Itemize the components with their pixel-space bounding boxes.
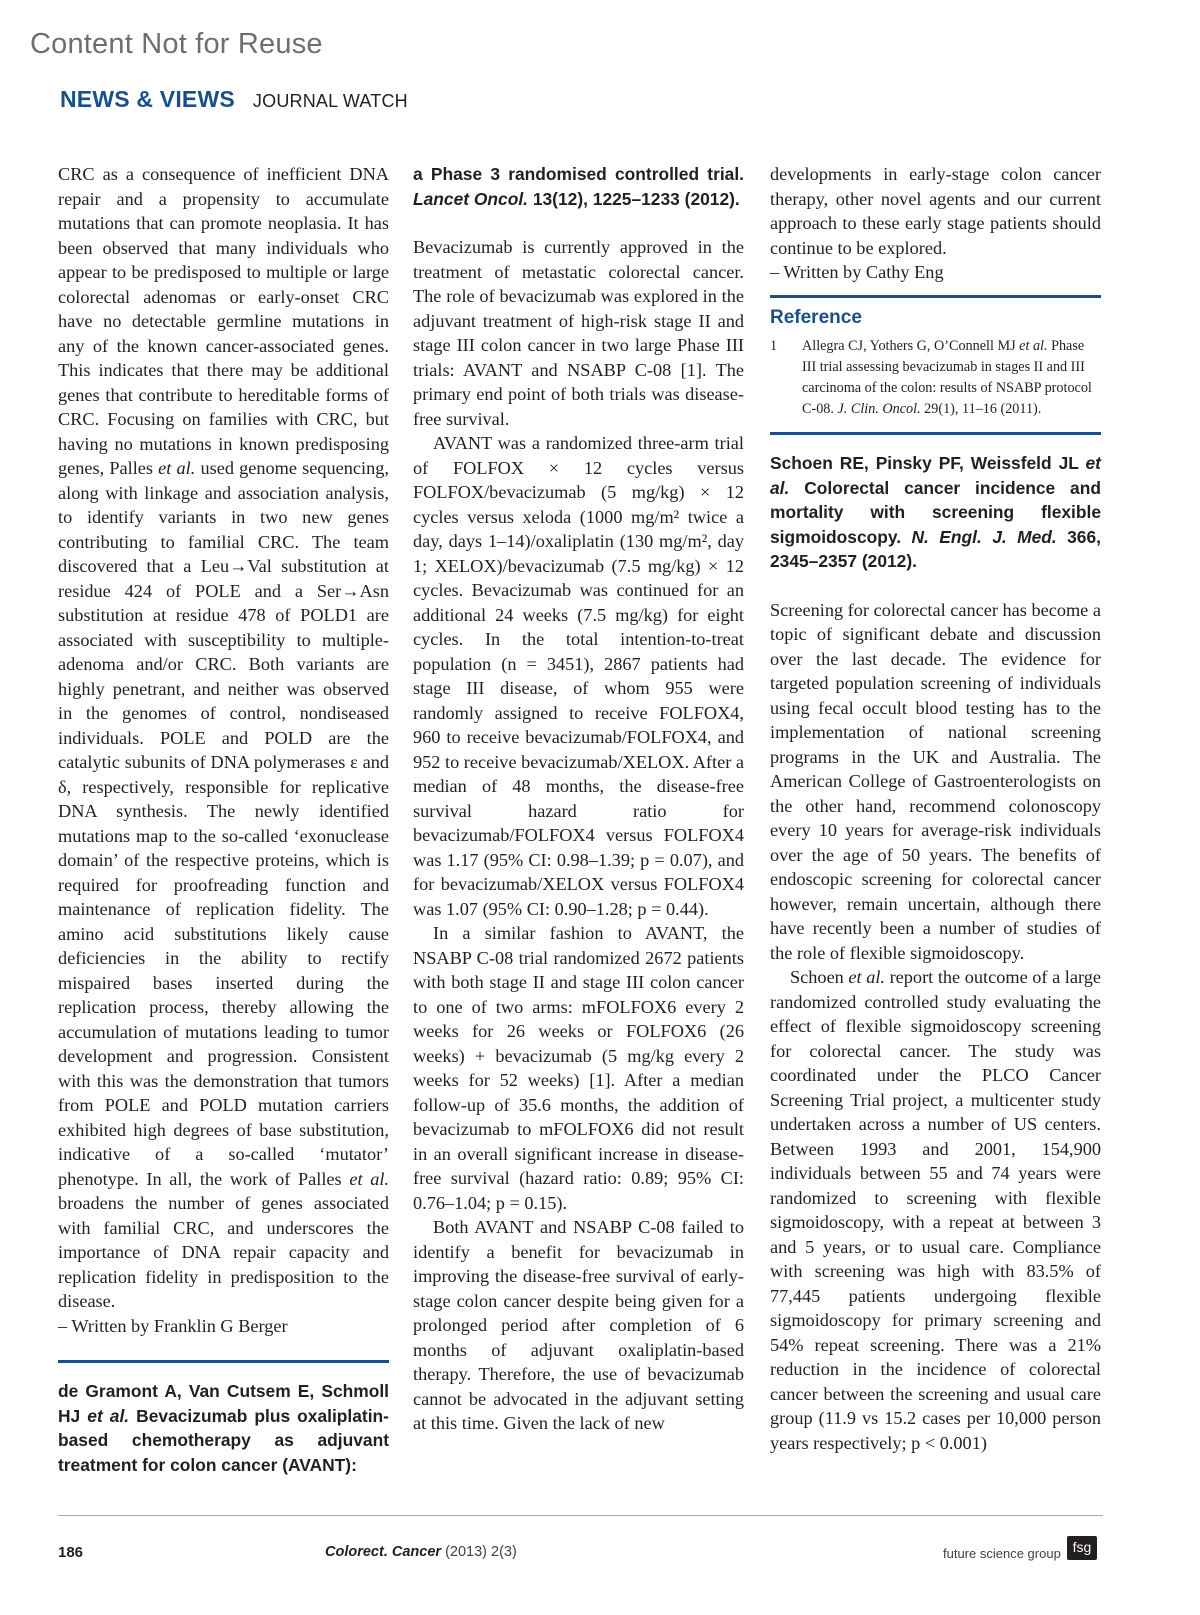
et-al: et al.: [848, 967, 885, 987]
reference-item: [770, 336, 1101, 420]
text-run: used genome sequencing, along with linkage and association analysis, to identify variants in two new genes contributing to familial CRC. The team discovered that a Leu→Val substitution at residue 424 of POLE and a Ser→Asn substitution at residue 478 of POLD1 are associated with susceptibility to multiple-adenoma and/or CRC. Both variants are highly penetrant, and neither was observed in the genomes of control, nondiseased individuals. POLE and POLD are the catalytic subunits of DNA polymerases ε and δ, respectively, responsible for replicative DNA synthesis. The newly identified mutations map to the so-called ‘exonuclease domain’ of the respective proteins, which is required for proofreading function and maintenance of replication fidelity. The amino acid substitutions likely cause deficiencies in the ability to rectify mispaired bases inserted during the replication process, thereby allowing the accumulation of mutations leading to tumor development and progression. Consistent with this was the demonstration that tumors from POLE and POLD mutation carriers exhibited high degrees of base substitution, indicative of a so-called ‘mutator’ phenotype. In all, the work of Palles: [58, 458, 389, 1189]
section-header: [60, 86, 408, 113]
reference-number: 1: [770, 338, 778, 354]
article-paragraph: [770, 965, 1101, 1455]
footer-rule: [58, 1515, 1103, 1516]
watermark: Content Not for Reuse: [30, 28, 323, 60]
text-run: Allegra CJ, Yothers G, O’Connell MJ: [802, 338, 1016, 354]
et-al: et al.: [770, 453, 1101, 498]
section-title: NEWS & VIEWS: [60, 86, 235, 112]
subsection-title: JOURNAL WATCH: [252, 91, 408, 111]
citation-title: Colorectal cancer incidence and mortality with screening flexible sigmoidoscopy.: [770, 477, 1101, 547]
journal-issue: (2013) 2(3): [445, 1544, 517, 1560]
citation-authors: de Gramont A, Van Cutsem E, Schmoll HJ: [58, 1381, 389, 1426]
article-paragraph: AVANT was a randomized three-arm trial of FOLFOX × 12 cycles versus FOLFOX/bevacizumab (5 mg/kg) × 12 cycles versus xeloda (1000 mg/m² twice a day, days 1–14)/oxaliplatin (130 mg/m², day 1; XELOX)/bevacizumab (7.5 mg/kg) × 12 cycles. Bevacizumab was continued for an additional 24 weeks (7.5 mg/kg) for eight cycles. In the total intention-to-treat population (n = 3451), 2867 patients had stage III disease, of whom 955 were randomly assigned to receive FOLFOX4, 960 to receive bevacizumab/FOLFOX4, and 952 to receive bevacizumab/XELOX. After a median of 48 months, the disease-free survival hazard ratio for bevacizumab/FOLFOX4 versus FOLFOX4 was 1.17 (95% CI: 0.98–1.39; p = 0.07), and for bevacizumab/XELOX versus FOLFOX4 was 1.07 (95% CI: 0.90–1.28; p = 0.44).: [413, 433, 744, 919]
text-run: broadens the number of genes associated with familial CRC, and underscores the importance of DNA repair capacity and replication fidelity in predisposition to the disease.: [58, 1193, 389, 1311]
article-paragraph: Screening for colorectal cancer has become a topic of significant debate and discussion over the last decade. The evidence for targeted population screening of individuals using fecal occult blood testing has to the implementation of national screening programs in the UK and Australia. The American College of Gastroenterologists on the other hand, recommend colonoscopy every 10 years for average-risk individuals over the age of 50 years. The benefits of endoscopic screening for colorectal cancer however, remain uncertain, although there have recently been a number of studies of the role of flexible sigmoidoscopy.: [770, 599, 1101, 963]
article-paragraph: In a similar fashion to AVANT, the NSABP C-08 trial randomized 2672 patients with both stage II and stage III colon cancer to one of two arms: mFOLFOX6 every 2 weeks for 26 weeks or FOLFOX6 (26 weeks) + bevacizumab (5 mg/kg every 2 weeks for 52 weeks) [1]. After a median follow-up of 35.6 months, the addition of bevacizumab to mFOLFOX6 did not result in an overall significant increase in disease-free survival (hazard ratio: 0.89; 95% CI: 0.76–1.04; p = 0.15).: [413, 923, 744, 1213]
column-1: [58, 162, 389, 1477]
journal-footer: [325, 1544, 517, 1560]
et-al: et al.: [349, 1168, 390, 1189]
article-citation: [58, 1379, 389, 1477]
et-al: et al.: [158, 458, 196, 478]
citation-title: Bevacizumab plus oxaliplatin-based chemotherapy as adjuvant treatment for colon cancer (AVANT):: [58, 1405, 389, 1475]
article-paragraph: Both AVANT and NSABP C-08 failed to identify a benefit for bevacizumab in improving the disease-free survival of early-stage colon cancer despite being given for a prolonged period after completion of 6 months of adjuvant oxaliplatin-based therapy. Therefore, the use of bevacizumab cannot be advocated in the adjuvant setting at this time. Given the lack of new: [413, 1217, 744, 1433]
page-number: 186: [58, 1544, 84, 1561]
journal-name: Colorect. Cancer: [325, 1544, 442, 1560]
text-run: CRC as a consequence of inefficient DNA repair and a propensity to accumulate mutations that can promote neoplasia. It has been observed that many individuals who appear to be predisposed to multiple or large colorectal adenomas or early-onset CRC have no detectable germline mutations in any of the known cancer-associated genes. This indicates that there may be additional genes that contribute to hereditable forms of CRC. Focusing on families with CRC, but having no mutations in known predisposing genes, Palles: [58, 164, 389, 478]
text-run: report the outcome of a large randomized controlled study evaluating the effect of flexible sigmoidoscopy screening for colorectal cancer. The study was coordinated under the PLCO Cancer Screening Trial project, a multicenter study undertaken across a number of US centers. Between 1993 and 2001, 154,900 individuals between 55 and 74 years were randomized to screening with flexible sigmoidoscopy, with a repeat at between 3 and 5 years, or to usual care. Compliance with screening was high with 83.5% of 77,445 patients undergoing flexible sigmoidoscopy for primary screening and 54% repeat screening. There was a 21% reduction in the incidence of colorectal cancer between the screening and usual care group (11.9 vs 15.2 cases per 10,000 person years respectively; p < 0.001): [770, 967, 1101, 1453]
text-run: 29(1), 11–16 (2011).: [924, 401, 1042, 417]
text-run: Schoen: [790, 967, 844, 987]
reference-journal: J. Clin. Oncol.: [837, 401, 921, 417]
article-citation: [770, 451, 1101, 574]
author-signature: – Written by Franklin G Berger: [58, 1315, 288, 1336]
publisher-name: future science group: [943, 1546, 1061, 1561]
et-al: et al.: [87, 1405, 130, 1426]
citation-title: a Phase 3 randomised controlled trial.: [413, 164, 744, 184]
text-run: Phase III trial assessing bevacizumab in stages II and III carcinoma of the colon: results of NSABP protocol C-08.: [802, 338, 1092, 417]
article-paragraph: [58, 162, 389, 1314]
citation-journal: N. Engl. J. Med.: [911, 526, 1057, 547]
citation-authors: Schoen RE, Pinsky PF, Weissfeld JL: [770, 453, 1079, 473]
column-2: [413, 162, 744, 1436]
citation-details: 366, 2345–2357 (2012).: [770, 526, 1101, 571]
reference-heading: Reference: [770, 306, 862, 328]
et-al: et al.: [1019, 338, 1048, 354]
article-paragraph: developments in early-stage colon cancer therapy, other novel agents and our current approach to these early stage patients should continue to be explored.: [770, 164, 1101, 258]
reference-text: [802, 336, 1101, 420]
citation-details: 13(12), 1225–1233 (2012).: [532, 188, 740, 209]
author-signature: – Written by Cathy Eng: [770, 262, 944, 282]
citation-journal: Lancet Oncol.: [413, 188, 528, 209]
column-3: [770, 162, 1101, 1455]
article-paragraph: Bevacizumab is currently approved in the treatment of metastatic colorectal cancer. The role of bevacizumab was explored in the adjuvant treatment of high-risk stage II and stage III colon cancer in two large Phase III trials: AVANT and NSABP C-08 [1]. The primary end point of both trials was disease-free survival.: [413, 237, 744, 429]
article-citation-continued: [413, 162, 744, 211]
divider-rule: [770, 295, 1101, 298]
publisher-logo-icon: fsg: [1067, 1536, 1097, 1560]
